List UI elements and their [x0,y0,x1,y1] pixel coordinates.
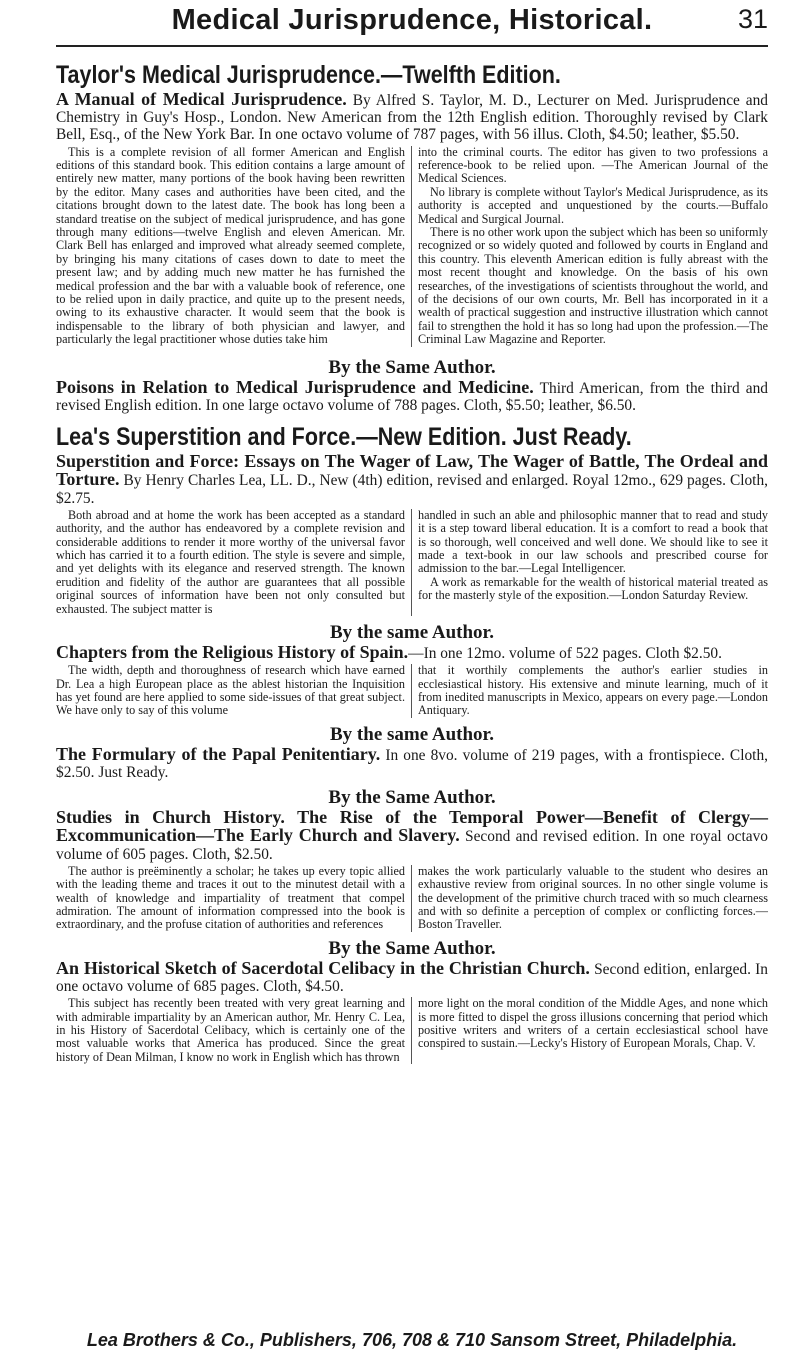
book-details: By Alfred S. Taylor, M. D., Lecturer on Med. Jurisprudence and Chemistry in Guy's Hosp., London. New American from the 12th English edition. Thoroughly revised by Clark Bell, Esq., of the New York Bar. In one octavo volume of 787 pages, with 56 illus. Cloth, $4.50; leather, $5.50. [56,92,769,144]
review-text: that it worthily complements the author's earlier studies in ecclesiastical history. His extensive and minute learning, much of it from inedited manuscripts in Mexico, appears on every page.—London Antiquary. [418,663,768,718]
review-text: This is a complete revision of all former American and English editions of this standard book. This edition contains a large amount of entirely new matter, many portions of the book having been rewritten by the editor. Many cases and authorities have been cited, and the citations brought down to the latest date. The book has long been a standard treatise on the subject of medical jurisprudence, and has gone through many editions—twelve English and eleven American. Mr. Clark Bell has enlarged and improved what already seemed complete, by bringing his many citations of cases down to date to meet the present law; and by adding much new matter he has furnished the medical profession and the bar with a valuable book of reference, one to be relied upon in daily practice, and quite up to the present needs, owing to its exhaustive character. It would seem that the book is indispensable to the library of both physician and lawyer, and particularly the legal practitioner whose duties take him [56,144,405,347]
review-columns [56,146,768,347]
book-details: Third American, from the third and revised English edition. In one large octavo volume of 788 pages. Cloth, $5.50; leather, $6.50. [56,379,768,414]
review-column-right [412,146,768,347]
book-details: Second and revised edition. In one royal octavo volume of 605 pages. Cloth, $2.50. [56,828,768,863]
review-text: Both abroad and at home the work has been accepted as a standard authority, and the author has endeavored by a complete revision and considerable additions to render it more worthy of the universal favor which has carried it to a fourth edition. The style is severe and simple, and yet delights with its elegance and reserved strength. The known erudition and fidelity of the author are guarantees that all possible original sources of information have been not only consulted but exhausted. The subject matter is [56,507,405,616]
by-author-heading: By the Same Author. [328,787,496,809]
book-title: An Historical Sketch of Sacerdotal Celibacy in the Christian Church. [56,957,590,978]
review-text: There is no other work upon the subject which has been so uniformly recognized or so widely quoted and followed by courts in England and this country. This eleventh American edition is fully abreast with the most recent thought and knowledge. On the basis of his own researches, of the investigations of scientists throughout the world, and of the decisions of our own courts, Mr. Bell has incorporated in it a wealth of practical suggestion and instructive illustration which cannot fail to strengthen the hold it has so long had upon the profession.—The Criminal Law Magazine and Reporter. [418,225,768,347]
book-entry [56,957,768,996]
book-entry [56,453,768,507]
review-column-left [56,865,412,932]
section-formulary [56,724,768,781]
book-entry [56,376,768,414]
book-details: Second edition, enlarged. In one octavo volume of 685 pages. Cloth, $4.50. [56,960,768,996]
review-columns [56,509,768,616]
review-column-right [412,664,768,718]
page-number: 31 [737,4,768,34]
review-column-left [56,509,412,616]
review-text: more light on the moral condition of the Middle Ages, and none which is more fitted to dispel the gross illusions concerning that period which positive writers and writers of a certain ecclesiastical school have conspired to sustain.—Lecky's History of European Morals, Chap. V. [418,996,768,1051]
section-church-history [56,787,768,932]
book-title: Studies in Church History. The Rise of the Temporal Power—Benefit of Clergy—Excommunication—The Early Church and Slavery. [56,807,768,846]
catalog-page [56,0,768,1363]
section-celibacy [56,938,768,1064]
book-title: Superstition and Force: Essays on The Wager of Law, The Wager of Battle, The Ordeal and Torture. [56,451,768,490]
review-text: A work as remarkable for the wealth of historical material treated as for the masterly style of the exposition.—London Saturday Review. [418,574,768,603]
by-author-heading: By the same Author. [330,723,494,745]
book-details: In one 8vo. volume of 219 pages, with a frontispiece. Cloth, $2.50. Just Ready. [56,746,768,781]
section-spain [56,622,768,718]
book-entry [56,91,768,144]
book-title: Chapters from the Religious History of Spain. [56,641,409,662]
review-columns [56,865,768,932]
review-text: This subject has recently been treated with very great learning and with admirable impartiality by an American author, Mr. Henry C. Lea, in his History of Sacerdotal Celibacy, which is certainly one of the most valuable works that America has produced. Since the great history of Dean Milman, I know no work in English which has thrown [56,996,405,1064]
publisher-footer: Lea Brothers & Co., Publishers, 706, 708 & 710 Sansom Street, Philadelphia. [86,1330,738,1350]
section-lea [56,424,768,616]
review-text: No library is complete without Taylor's Medical Jurisprudence, as its authority is accepted and unquestioned by the courts.—Buffalo Medical and Surgical Journal. [418,184,768,226]
header-rule [56,45,768,47]
review-columns [56,997,768,1064]
section-heading: Lea's Superstition and Force.—New Edition. Just Ready. [56,423,632,452]
review-text: The width, depth and thoroughness of research which have earned Dr. Lea a high European place as the ablest historian the Inquisition has yet found are here applied to some side-issues of that great subject. We have only to say of this volume [56,663,405,718]
review-text: into the criminal courts. The editor has given to two professions a reference-book to be relied upon. —The American Journal of the Medical Sciences. [418,144,768,186]
book-details: By Henry Charles Lea, LL. D., New (4th) edition, revised and enlarged. Royal 12mo., 629 pages. Cloth, $2.75. [56,472,768,507]
review-column-right [412,509,768,616]
book-title: A Manual of Medical Jurisprudence. [56,89,347,109]
book-entry [56,809,768,863]
section-poisons [56,357,768,414]
running-head [56,0,768,52]
by-author-heading: By the Same Author. [328,356,496,378]
review-column-left [56,664,412,718]
book-title: The Formulary of the Papal Penitentiary. [56,743,381,764]
review-text: handled in such an able and philosophic manner that to read and study it is a step toward liberal education. It is a comfort to read a book that is so thorough, well conceived and well done. We should like to see it made a text-book in our law schools and prescribed course for admission to the bar.—Legal Intelligencer. [418,507,768,576]
by-author-heading: By the same Author. [330,621,494,643]
review-column-right [412,997,768,1064]
review-column-left [56,146,412,347]
review-column-right [412,865,768,932]
section-taylor [56,62,768,347]
by-author-heading: By the Same Author. [328,937,496,959]
book-title: Poisons in Relation to Medical Jurisprudence and Medicine. [56,376,534,397]
section-heading: Taylor's Medical Jurisprudence.—Twelfth Edition. [56,61,561,89]
running-title: Medical Jurisprudence, Historical. [171,4,653,36]
book-entry [56,641,768,662]
review-columns [56,664,768,718]
review-text: makes the work particularly valuable to the student who desires an exhaustive review from original sources. In no other single volume is the development of the primitive church traced with so much clearness and with so definite a perception of complex or conflicting forces.—Boston Traveller. [418,863,768,932]
review-text: The author is preëminently a scholar; he takes up every topic allied with the leading theme and traces it out to the minutest detail with a wealth of knowledge and impartiality of treatment that compel admiration. The amount of information compressed into the book is extraordinary, and the profuse citation of authorities and references [56,863,405,932]
book-entry [56,743,768,781]
review-column-left [56,997,412,1064]
book-details: —In one 12mo. volume of 522 pages. Cloth $2.50. [408,644,722,662]
